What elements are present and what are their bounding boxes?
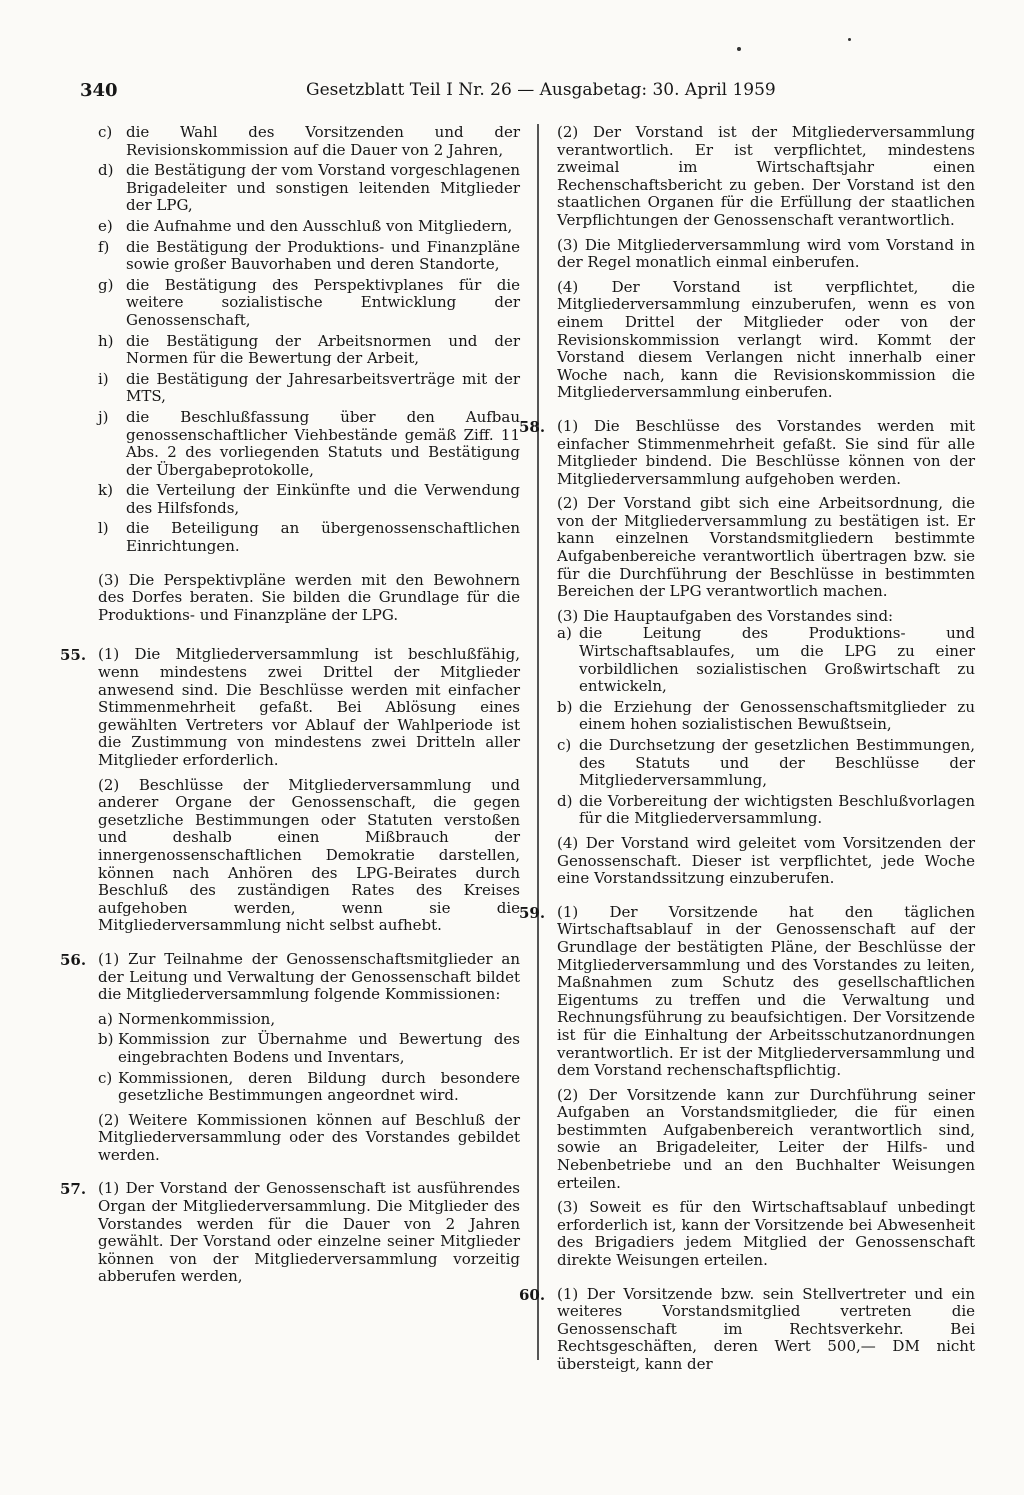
paragraph: (2) Weitere Kommissionen können auf Beschluß der Mitgliederversammlung oder des Vorstandes gebildet werden. [98, 1110, 520, 1164]
list-item: b) die Erziehung der Genossenschaftsmitglieder zu einem hohen sozialistischen Bewußtsein, [557, 697, 975, 734]
page-title: Gesetzblatt Teil I Nr. 26 — Ausgabetag: 30. April 1959 [306, 80, 776, 100]
list-item: i) die Bestätigung der Jahresarbeitsverträge mit der MTS, [98, 369, 520, 406]
section-number: 58. [519, 417, 546, 436]
paragraph: (1) Die Mitgliederversammlung ist beschlußfähig, wenn mindestens zwei Drittel der Mitglieder anwesend sind. Die Beschlüsse werden mit einfacher Stimmenmehrheit gefaßt. Bei Ablösung eines gewählten Vertreters vor Ablauf der Wahlperiode ist die Zustimmung von mindestens zwei Dritteln aller Mitglieder erforderlich. [98, 645, 520, 769]
paragraph-57-4: (4) Der Vorstand ist verpflichtet, die Mitgliederversammlung einzuberufen, wenn es von einem Drittel der Mitglieder oder von der Revisionskommission verlangt wird. Kommt der Vorstand diesem Verlangen nicht innerhalb einer Woche nach, kann die Revisionskommission die Mitgliederversammlung einberufen. [557, 277, 975, 402]
paragraph: (3) Die Hauptaufgaben des Vorstandes sind: [557, 606, 894, 625]
list-item: d) die Vorbereitung der wichtigsten Beschlußvorlagen für die Mitgliederversammlung. [557, 791, 975, 828]
section-number: 56. [60, 950, 87, 969]
paragraph-57-3: (3) Die Mitgliederversammlung wird vom Vorstand in der Regel monatlich einmal einberufen. [557, 235, 975, 272]
paragraph: (4) Der Vorstand wird geleitet vom Vorsitzenden der Genossenschaft. Dieser ist verpflichtet, jede Woche eine Vorstandssitzung einzuberufen. [557, 833, 975, 888]
list-item: a) Normenkommission, [98, 1009, 276, 1028]
section-number: 59. [519, 903, 546, 922]
paragraph: (1) Zur Teilnahme der Genossenschaftsmitglieder an der Leitung und Verwaltung der Genossenschaft bildet die Mitgliederversammlung folgende Kommissionen: [98, 949, 520, 1004]
list-item: j) die Beschlußfassung über den Aufbau genossenschaftlicher Viehbestände gemäß Ziff. 11 Abs. 2 des vorliegenden Statuts und Bestätigung der Übergabeprotokolle, [98, 407, 520, 479]
list-item: c) die Wahl des Vorsitzenden und der Revisionskommission auf die Dauer von 2 Jahren, [98, 123, 520, 159]
section-57 [60, 1179, 520, 1286]
left-column [60, 123, 520, 1286]
list-item: l) die Beteiligung an übergenossenschaftlichen Einrichtungen. [98, 519, 520, 556]
list-item: c) die Durchsetzung der gesetzlichen Bestimmungen, des Statuts und der Beschlüsse der Mitgliederversammlung, [557, 736, 975, 790]
paragraph: (1) Die Beschlüsse des Vorstandes werden mit einfacher Stimmenmehrheit gefaßt. Sie sind für alle Mitglieder bindend. Die Beschlüsse können von der Mitgliederversammlung aufgehoben werden. [557, 416, 975, 488]
print-speck [848, 38, 851, 41]
paragraph: (2) Beschlüsse der Mitgliederversammlung und anderer Organe der Genossenschaft, die gegen gesetzliche Bestimmungen oder Statuten verstoßen und deshalb einen Mißbrauch der innergenossenschaftlichen Demokratie darstellen, können nach Anhören des LPG-Beirates durch Beschluß des zuständigen Rates des Kreises aufgehoben werden, wenn sie die Mitgliederversammlung nicht selbst aufhebt. [98, 775, 520, 935]
section-60 [519, 1284, 975, 1374]
paragraph-54-3: (3) Die Perspektivpläne werden mit den Bewohnern des Dorfes beraten. Sie bilden die Grundlage für die Produktions- und Finanzpläne der LPG. [98, 570, 520, 624]
section-number: 57. [60, 1180, 87, 1199]
list-54 [98, 124, 520, 624]
section-number: 60. [519, 1285, 546, 1304]
paragraph: (2) Der Vorstand gibt sich eine Arbeitsordnung, die von der Mitgliederversammlung zu bestätigen ist. Er kann einzelnen Vorstandsmitgliedern bestimmte Aufgabenbereiche verantwortlich übertragen bzw. sie für die Durchführung der Beschlüsse in bestimmten Bereichen der LPG verantwortlich machen. [557, 494, 975, 601]
list-item: h) die Bestätigung der Arbeitsnormen und der Normen für die Bewertung der Arbeit, [98, 331, 520, 368]
section-59 [519, 902, 975, 1270]
list-item: g) die Bestätigung des Perspektivplanes für die weitere sozialistische Entwicklung der Genossenschaft, [98, 275, 520, 329]
list-item: d) die Bestätigung der vom Vorstand vorgeschlagenen Brigadeleiter und sonstigen leitenden Mitglieder der LPG, [98, 161, 520, 215]
list-item: e) die Aufnahme und den Ausschluß von Mitgliedern, [98, 216, 513, 235]
paragraph: (1) Der Vorsitzende bzw. sein Stellvertreter und ein weiteres Vorstandsmitglied vertreten die Genossenschaft im Rechtsverkehr. Bei Rechtsgeschäften, deren Wert 500,— DM nicht übersteigt, kann der [557, 1284, 975, 1373]
right-column [519, 123, 975, 1374]
section-58 [519, 416, 975, 888]
section-56 [60, 949, 520, 1165]
section-number: 55. [60, 646, 87, 665]
page-number: 340 [80, 80, 118, 101]
list-item: k) die Verteilung der Einkünfte und die Verwendung des Hilfsfonds, [98, 481, 520, 517]
list-item: a) die Leitung des Produktions- und Wirtschaftsablaufes, um die LPG zu einer vorbildlichen sozialistischen Großwirtschaft zu entwickeln, [557, 624, 975, 696]
list-item: c) Kommissionen, deren Bildung durch besondere gesetzliche Bestimmungen angeordnet wird. [98, 1068, 520, 1105]
paragraph: (1) Der Vorstand der Genossenschaft ist ausführendes Organ der Mitgliederversammlung. Die Mitglieder des Vorstandes werden für die Dauer von 2 Jahren gewählt. Der Vorstand oder einzelne seiner Mitglieder können von der Mitgliederversammlung vorzeitig abberufen werden, [98, 1179, 520, 1286]
paragraph: (3) Soweit es für den Wirtschaftsablauf unbedingt erforderlich ist, kann der Vorsitzende bei Abwesenheit des Brigadiers jedem Mitglied der Genossenschaft direkte Weisungen erteilen. [557, 1198, 975, 1270]
paragraph: (2) Der Vorsitzende kann zur Durchführung seiner Aufgaben an Vorstandsmitglieder, die für einen bestimmten Aufgabenbereich verantwortlich sind, sowie an Brigadeleiter, Leiter der Hilfs- und Nebenbetriebe und an den Buchhalter Weisungen erteilen. [557, 1085, 975, 1192]
paragraph: (1) Der Vorsitzende hat den täglichen Wirtschaftsablauf in der Genossenschaft auf der Grundlage der bestätigten Pläne, der Beschlüsse der Mitgliederversammlung und des Vorstandes zu leiten, Maßnahmen zum Schutz des gesellschaftlichen Eigentums zu treffen und die Verwaltung und Rechnungsführung zu beaufsichtigen. Der Vorsitzende ist für die Einhaltung der Arbeitsschutzanordnungen verantwortlich. Er ist der Mitgliederversammlung und dem Vorstand rechenschaftspflichtig. [557, 902, 975, 1080]
list-item: f) die Bestätigung der Produktions- und Finanzpläne sowie großer Bauvorhaben und deren Standorte, [98, 237, 520, 274]
paragraph-57-2: (2) Der Vorstand ist der Mitgliederversammlung verantwortlich. Er ist verpflichtet, mindestens zweimal im Wirtschaftsjahr einen Rechenschaftsbericht zu geben. Der Vorstand ist den staatlichen Organen für die Erfüllung der staatlichen Verpflichtungen der Genossenschaft verantwortlich. [557, 123, 975, 229]
print-speck [737, 47, 741, 51]
list-item: b) Kommission zur Übernahme und Bewertung des eingebrachten Bodens und Inventars, [98, 1030, 520, 1066]
column-divider [537, 124, 539, 1360]
section-55 [60, 645, 520, 935]
page-header [80, 80, 980, 110]
